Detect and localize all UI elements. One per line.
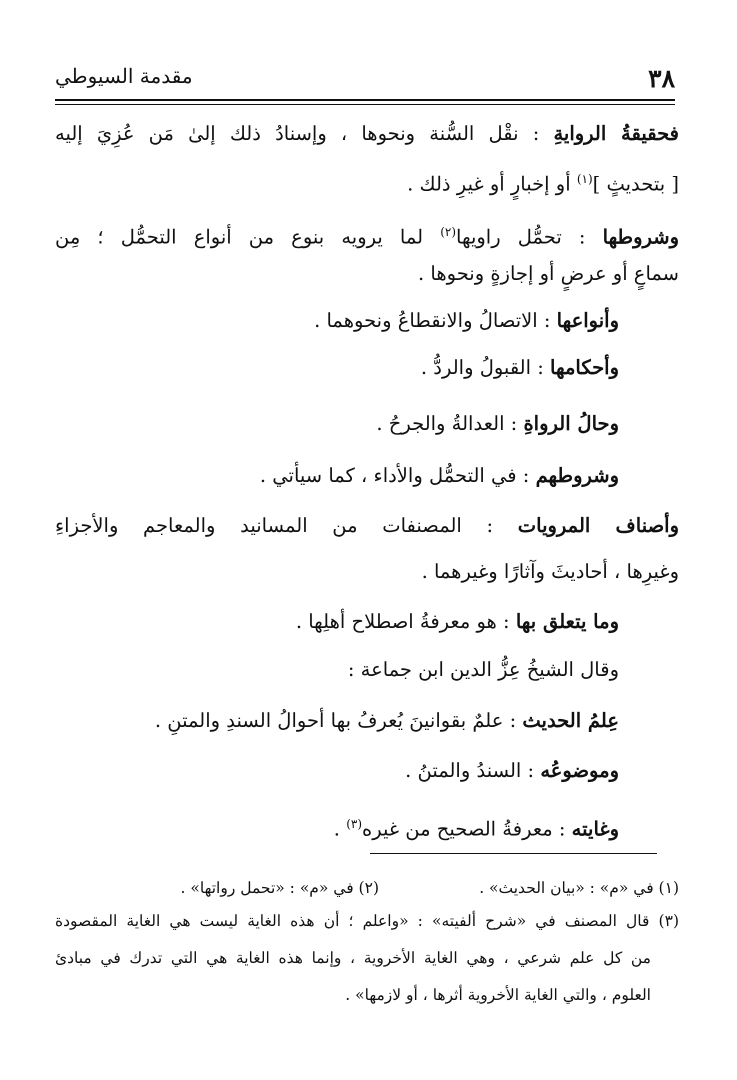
footnote-marker: (٢) bbox=[440, 225, 457, 239]
footnote-2: (٢) في «م» : «تحمل رواتها» . bbox=[180, 879, 379, 897]
term: وشروطها bbox=[602, 225, 680, 249]
definition: : المصنفات من المسانيد والمعاجم والأجزاءِ bbox=[55, 514, 494, 537]
definition: : الاتصالُ والانقطاعُ ونحوهما . bbox=[314, 309, 551, 332]
footnote-3-line-1: (٣) قال المصنف في «شرح ألفيته» : «واعلم ؛ أن هذه الغاية ليست هي الغاية المقصودة bbox=[55, 912, 679, 930]
term: وأنواعها bbox=[556, 309, 619, 332]
text-line bbox=[334, 808, 619, 846]
definition: : السندُ والمتنُ . bbox=[405, 759, 535, 782]
term: عِلمُ الحديث bbox=[522, 709, 619, 732]
footnote-3-line-2: من كل علم شرعي ، وهي الغاية الأخروية ، وإنما هذه الغاية هي التي تدرك في مبادئ bbox=[55, 949, 651, 967]
definition: : معرفةُ الصحيح من غيره bbox=[362, 817, 566, 841]
definition: : نقْل السُّنة ونحوها ، وإسنادُ ذلك إلىٰ مَن عُزِيَ إليه bbox=[55, 122, 540, 145]
text-line bbox=[260, 460, 619, 492]
term: وأصناف المرويات bbox=[517, 514, 679, 537]
footnote-marker: (٣) bbox=[346, 817, 363, 831]
text-line bbox=[314, 305, 619, 337]
page-number: ٣٨ bbox=[648, 64, 675, 93]
text-line bbox=[405, 755, 619, 787]
text-line bbox=[376, 408, 619, 440]
page-header bbox=[55, 58, 675, 98]
term: وحالُ الرواةِ bbox=[523, 412, 619, 435]
definition: : هو معرفةُ اصطلاح أهلِها . bbox=[295, 610, 510, 633]
text-line bbox=[55, 118, 679, 150]
text-line bbox=[407, 163, 679, 201]
term: فحقيقةُ الروايةِ bbox=[553, 122, 679, 145]
header-rule-thin bbox=[55, 104, 675, 105]
text-line bbox=[155, 705, 619, 737]
text-span: وغيرِها ، أحاديثَ وآثارًا وغيرهما . bbox=[421, 560, 679, 583]
text-span: لما يرويه بنوع من أنواع التحمُّل ؛ مِن bbox=[55, 225, 424, 249]
text-span: سماعٍ أو عرضٍ أو إجازةٍ ونحوها . bbox=[418, 262, 679, 285]
term: وما يتعلق بها bbox=[515, 610, 619, 633]
text-line bbox=[55, 216, 679, 254]
term: وشروطهم bbox=[535, 464, 619, 487]
term: وغايته bbox=[571, 817, 619, 841]
text-line bbox=[421, 352, 619, 384]
definition: : العدالةُ والجرحُ . bbox=[376, 412, 518, 435]
definition: : علمٌ بقوانينَ يُعرفُ بها أحوالُ السندِ والمتنِ . bbox=[154, 709, 517, 732]
text-span: وقال الشيخُ عِزُّ الدين ابن جماعة : bbox=[347, 658, 619, 681]
text-span: [ بتحديثٍ ] bbox=[592, 172, 679, 196]
term: وأحكامها bbox=[550, 356, 619, 379]
text-line bbox=[422, 556, 679, 588]
text-span: أو إخبارٍ أو غيرِ ذلك . bbox=[407, 172, 571, 196]
definition: : في التحمُّل والأداء ، كما سيأتي . bbox=[259, 464, 530, 487]
definition: : تحمُّل راويها bbox=[456, 225, 586, 249]
footnote-separator bbox=[370, 853, 657, 854]
term: وموضوعُه bbox=[540, 759, 619, 782]
footnote-marker: (١) bbox=[576, 172, 593, 186]
header-rule-thick bbox=[55, 99, 675, 101]
text-line bbox=[348, 654, 619, 686]
text-span: . bbox=[333, 817, 340, 841]
running-title: مقدمة السيوطي bbox=[55, 64, 193, 88]
text-line bbox=[296, 606, 619, 638]
definition: : القبولُ والردُّ . bbox=[420, 356, 544, 379]
text-line bbox=[418, 258, 679, 290]
text-line bbox=[55, 510, 679, 542]
footnote-3-line-3: العلوم ، والتي الغاية الأخروية أثرها ، أو لازمها» . bbox=[345, 986, 651, 1004]
footnote-1: (١) في «م» : «بيان الحديث» . bbox=[479, 879, 679, 897]
